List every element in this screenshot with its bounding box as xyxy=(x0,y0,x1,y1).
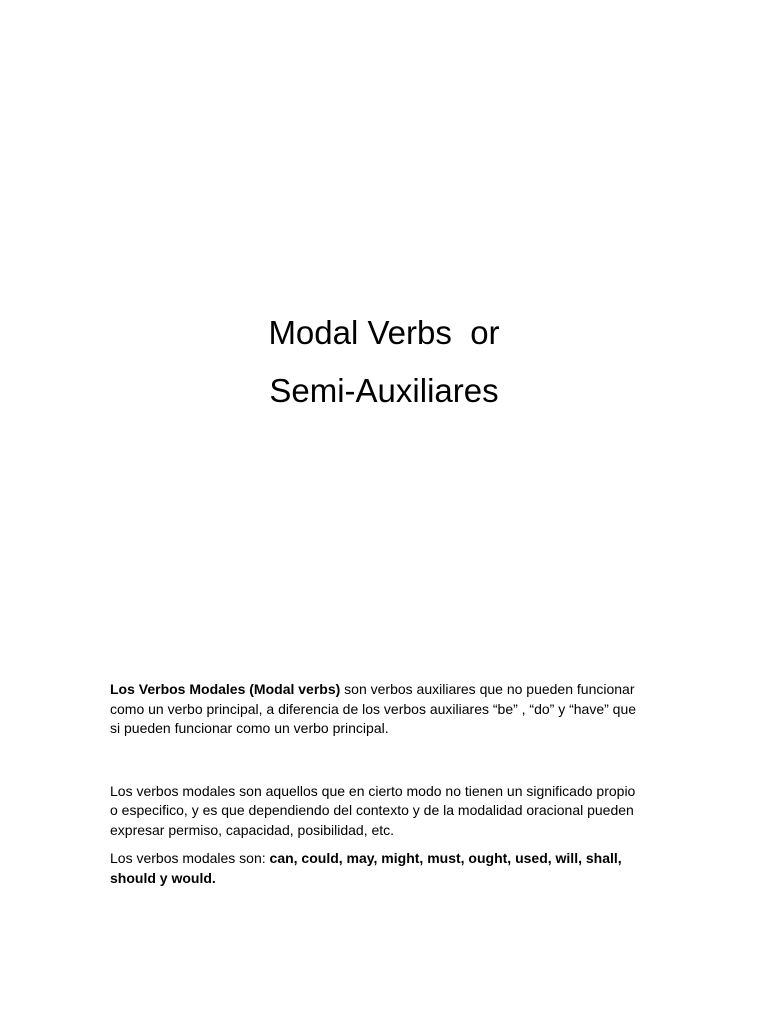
paragraph-list-text: Los verbos modales son: xyxy=(110,850,270,866)
modal-verbs-list: can, could, may, might, must, ought, used, will, shall, should y would. xyxy=(110,850,622,886)
title-line-2: Semi-Auxiliares xyxy=(269,372,499,409)
paragraph-meaning xyxy=(110,782,645,841)
body-text xyxy=(110,680,645,888)
paragraph-list xyxy=(110,849,645,888)
paragraph-definition-text: son verbos auxiliares que no pueden funcionar como un verbo principal, a diferencia de los verbos auxiliares “be” , “do” y “have” que si pueden funcionar como un verbo principal. xyxy=(110,681,637,736)
title-line-1: Modal Verbs or xyxy=(268,314,500,351)
title-block xyxy=(0,304,768,420)
paragraph-definition xyxy=(110,680,645,739)
paragraph-definition-lead: Los Verbos Modales (Modal verbs) xyxy=(110,681,341,697)
paragraph-meaning-text: Los verbos modales son aquellos que en cierto modo no tienen un significado propio o especifico, y es que dependiendo del contexto y de la modalidad oracional pueden expresar permiso, capacidad, posibilidad, etc. xyxy=(110,782,636,838)
